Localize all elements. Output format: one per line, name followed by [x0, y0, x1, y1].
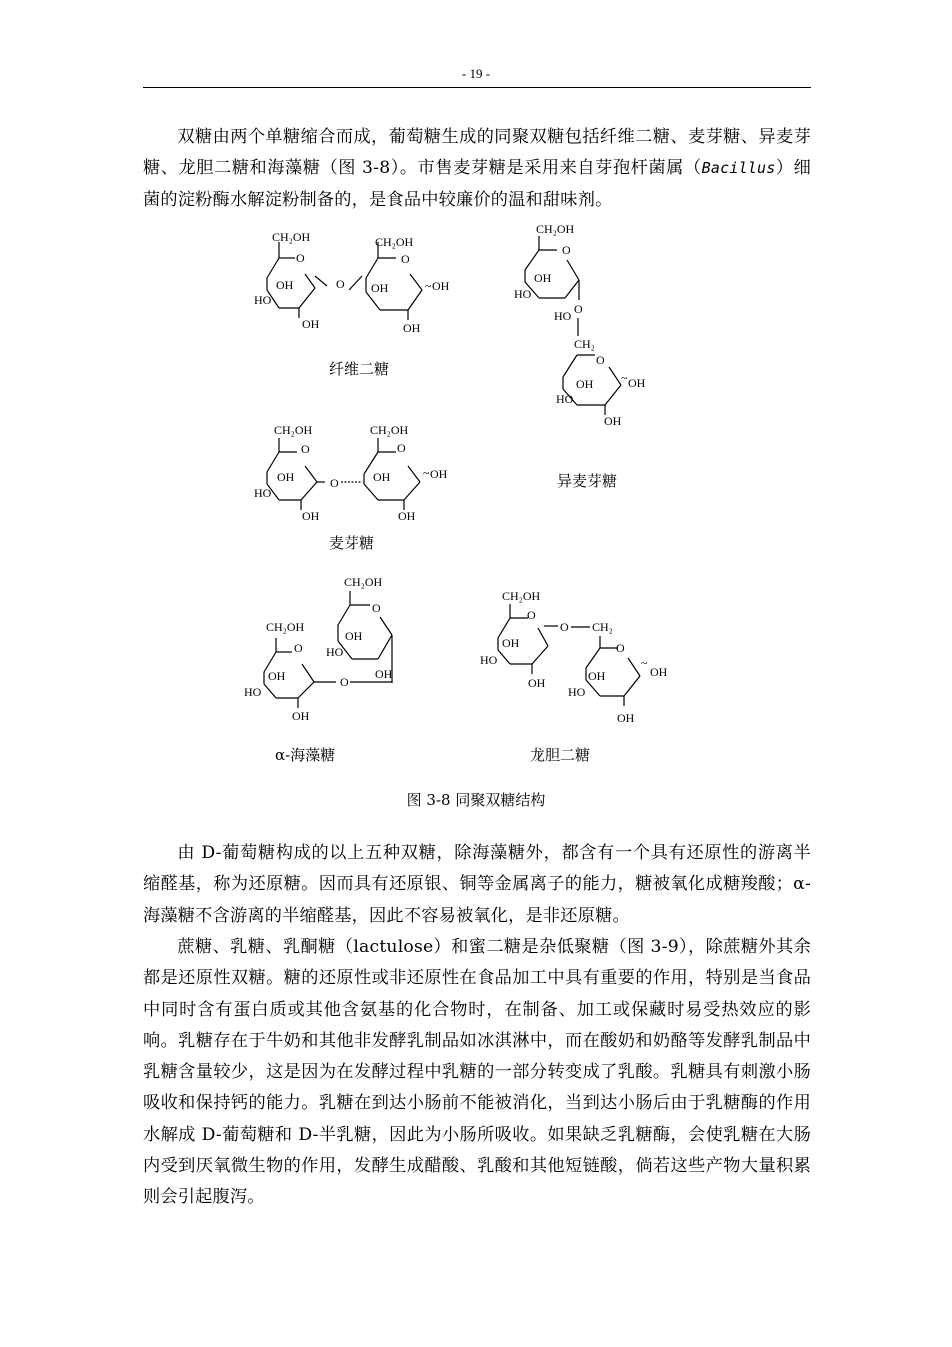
- gentiobiose-ch2: CH₂: [592, 620, 613, 634]
- cellobiose-bond-left: [315, 276, 327, 286]
- maltose-oh-4: OH: [430, 467, 448, 481]
- gentiobiose-bridge-o: O: [560, 620, 569, 634]
- cellobiose-oh-2: OH: [302, 317, 320, 331]
- label-cellobiose: 纤维二糖: [329, 360, 390, 378]
- gentiobiose-oh-1: OH: [502, 636, 520, 650]
- cellobiose-oh-5: OH: [403, 321, 421, 335]
- maltose-ring-1: [267, 438, 325, 510]
- paragraph-reducing-sugars: 由 D-葡萄糖构成的以上五种双糖，除海藻糖外，都含有一个具有还原性的游离半缩醛基，称为还原糖。因而具有还原银、铜等金属离子的能力，糖被氧化成糖羧酸；α-海藻糖不含游离的半缩醛基，因此不容易被氧化，是非还原糖。: [143, 843, 811, 926]
- maltose-o-2: O: [397, 441, 406, 455]
- cellobiose-oh-1: OH: [276, 278, 294, 292]
- isomaltose-oh-4: OH: [604, 414, 622, 428]
- label-isomaltose: 异麦芽糖: [557, 472, 618, 490]
- trehalose-structure: [244, 575, 393, 723]
- isomaltose-bridge-o: O: [574, 302, 583, 316]
- cellobiose-o-2: O: [401, 252, 410, 266]
- trehalose-oh-bottom: OH: [292, 709, 310, 723]
- figure-caption: 图 3-8 同聚双糖结构: [406, 791, 546, 809]
- trehalose-ho-left: HO: [244, 685, 262, 699]
- cellobiose-ch2oh-1: CH₂OH: [272, 230, 311, 244]
- gentiobiose-oh-2: OH: [528, 676, 546, 690]
- maltose-ho-1: HO: [254, 486, 272, 500]
- isomaltose-o-1: O: [562, 243, 571, 257]
- isomaltose-oh-2: OH: [576, 377, 594, 391]
- gentiobiose-ch2oh: CH₂OH: [502, 589, 541, 603]
- gentiobiose-ho-2: HO: [568, 685, 586, 699]
- cellobiose-ch2oh-2: CH₂OH: [375, 235, 414, 249]
- gentiobiose-structure: [480, 589, 668, 725]
- cellobiose-bond-right: [349, 276, 362, 290]
- gentiobiose-o-2: O: [616, 641, 625, 655]
- trehalose-bridge-o: O: [340, 675, 349, 689]
- cellobiose-oh-4: OH: [432, 279, 450, 293]
- maltose-bridge-o: O: [330, 476, 339, 490]
- gentiobiose-tilde: ~: [641, 656, 648, 670]
- maltose-oh-2: OH: [302, 509, 320, 523]
- isomaltose-ch2: CH₂: [574, 337, 595, 351]
- trehalose-ch2oh-top: CH₂OH: [344, 575, 383, 589]
- isomaltose-ho-1: HO: [514, 287, 532, 301]
- isomaltose-tilde: ~: [621, 371, 628, 385]
- isomaltose-oh-1: OH: [534, 271, 552, 285]
- label-maltose: 麦芽糖: [329, 534, 375, 552]
- isomaltose-o-2: O: [596, 353, 605, 367]
- isomaltose-oh-3: OH: [628, 376, 646, 390]
- trehalose-o-left: O: [294, 641, 303, 655]
- trehalose-ch2oh-left: CH₂OH: [266, 620, 305, 634]
- label-gentiobiose: 龙胆二糖: [530, 746, 591, 764]
- isomaltose-structure: [514, 222, 646, 428]
- paragraph-intro-text-b: ）细菌的淀粉酶水解淀粉制备的，是食品中较廉价的温和甜味剂。: [143, 158, 811, 210]
- isomaltose-ho-2: HO: [554, 309, 572, 323]
- gentiobiose-o-1: O: [527, 608, 536, 622]
- cellobiose-o-1: O: [296, 251, 305, 265]
- paragraph-intro-text-a: 双糖由两个单糖缩合而成，葡萄糖生成的同聚双糖包括纤维二糖、麦芽糖、异麦芽糖、龙胆二糖和海藻糖（图 3-8）。市售麦芽糖是采用来自芽孢杆菌属（: [143, 127, 811, 179]
- gentiobiose-oh-5: OH: [617, 711, 635, 725]
- gentiobiose-oh-3: OH: [588, 669, 606, 683]
- maltose-oh-5: OH: [398, 509, 416, 523]
- isomaltose-ring-1: [525, 236, 579, 300]
- trehalose-oh-left: OH: [268, 669, 286, 683]
- cellobiose-ho-1: HO: [254, 293, 272, 307]
- trehalose-o-top: O: [372, 601, 381, 615]
- gentiobiose-oh-4: OH: [650, 665, 668, 679]
- cellobiose-bridge-o: O: [336, 277, 345, 291]
- isomaltose-ho-3: HO: [556, 392, 574, 406]
- cellobiose-tilde: ~: [425, 279, 432, 293]
- gentiobiose-ho-1: HO: [480, 653, 498, 667]
- maltose-ch2oh-1: CH₂OH: [274, 423, 313, 437]
- isomaltose-ch2oh-1: CH₂OH: [536, 222, 575, 236]
- trehalose-oh-top-2: OH: [375, 667, 393, 681]
- cellobiose-structure: [254, 230, 450, 335]
- trehalose-oh-top-1: OH: [345, 629, 363, 643]
- genus-name: Bacillus: [701, 159, 776, 178]
- maltose-tilde: ~: [423, 466, 430, 480]
- page-number: - 19 -: [461, 66, 491, 81]
- maltose-structure: [254, 423, 448, 523]
- maltose-oh-3: OH: [373, 470, 391, 484]
- trehalose-ho-top: HO: [326, 645, 344, 659]
- maltose-oh-1: OH: [277, 470, 295, 484]
- maltose-ch2oh-2: CH₂OH: [370, 423, 409, 437]
- paragraph-heterooligosaccharides: 蔗糖、乳糖、乳酮糖（lactulose）和蜜二糖是杂低聚糖（图 3-9），除蔗糖外其余都是还原性双糖。糖的还原性或非还原性在食品加工中具有重要的作用，特别是当食品中同时含有蛋白质或其他含氨基的化合物时，在制备、加工或保藏时易受热效应的影响。乳糖存在于牛奶和其他非发酵乳制品如冰淇淋中，而在酸奶和奶酪等发酵乳制品中乳糖含量较少，这是因为在发酵过程中乳糖的一部分转变成了乳酸。乳糖具有刺激小肠吸收和保持钙的能力。乳糖在到达小肠前不能被消化，当到达小肠后由于乳糖酶的作用水解成 D-葡萄糖和 D-半乳糖，因此为小肠所吸收。如果缺乏乳糖酶，会使乳糖在大肠内受到厌氧微生物的作用，发酵生成醋酸、乳酸和其他短链酸，倘若这些产物大量积累则会引起腹泻。: [143, 937, 811, 1208]
- cellobiose-oh-3: OH: [371, 281, 389, 295]
- label-trehalose: α-海藻糖: [275, 746, 336, 764]
- maltose-o-1: O: [301, 442, 310, 456]
